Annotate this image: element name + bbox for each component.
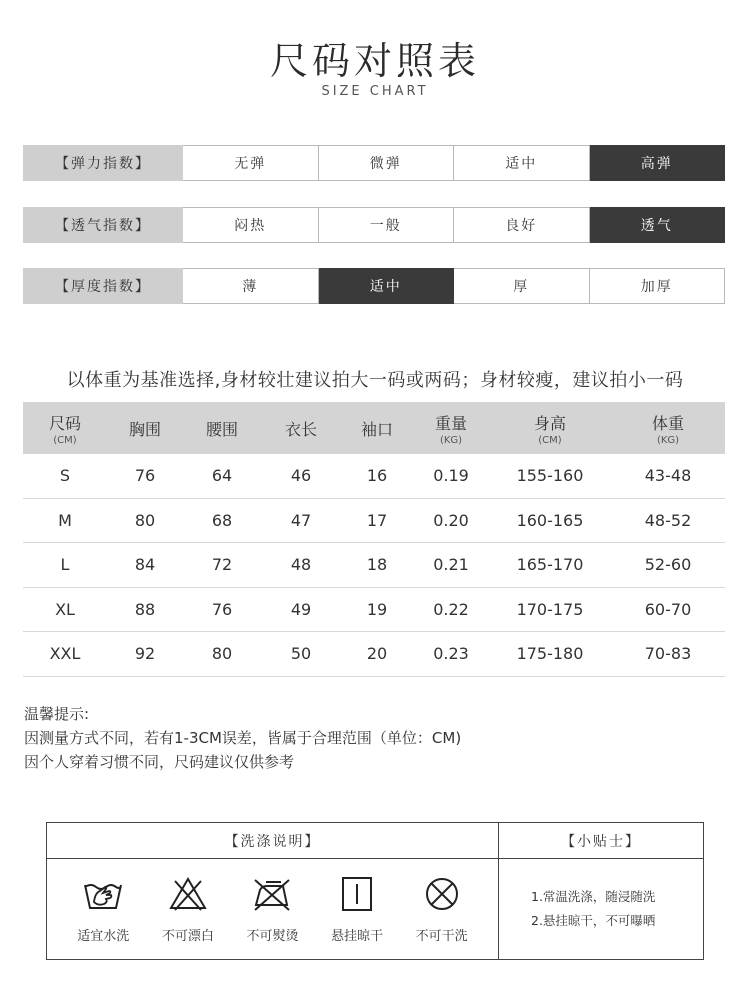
- header-label: 尺码: [48, 413, 81, 433]
- table-cell: 70-83: [644, 644, 692, 664]
- care-item-label: 适宜水洗: [77, 928, 130, 944]
- table-cell: 20: [366, 644, 388, 664]
- index-option: 无弹: [183, 145, 319, 181]
- table-cell: 0.22: [433, 599, 469, 619]
- header-unit: (KG): [439, 434, 463, 446]
- table-cell: 17: [366, 510, 388, 530]
- small-tip-item: 1.常温洗涤，随浸随洗: [531, 889, 656, 904]
- header-cell: [611, 402, 725, 454]
- care-item-no-dry-clean: [416, 875, 468, 944]
- warm-tips-line: 因个人穿着习惯不同，尺码建议仅供参考: [24, 753, 295, 771]
- care-item-hand-wash: [77, 875, 129, 944]
- table-cell: 60-70: [644, 599, 692, 619]
- header-label: 袖口: [360, 419, 393, 439]
- index-option: 薄: [183, 268, 319, 304]
- table-cell: 72: [211, 555, 233, 575]
- header-label: 身高: [533, 413, 566, 433]
- table-row: [23, 543, 725, 588]
- header-unit: (CM): [53, 434, 77, 446]
- size-table-header: [23, 402, 725, 454]
- header-label: 体重: [651, 413, 684, 433]
- header-unit: (KG): [656, 434, 680, 446]
- table-cell: 160-165: [516, 510, 584, 530]
- table-cell: 170-175: [516, 599, 584, 619]
- index-option: 适中: [319, 268, 455, 304]
- index-option: 闷热: [183, 207, 319, 243]
- header-label: 胸围: [128, 419, 161, 439]
- table-cell: 0.23: [433, 644, 469, 664]
- line-dry-icon: [336, 875, 378, 913]
- table-cell: 47: [290, 510, 312, 530]
- index-option: 加厚: [590, 268, 726, 304]
- table-cell: 155-160: [516, 466, 584, 486]
- header-cell: [107, 402, 183, 454]
- index-option: 良好: [454, 207, 590, 243]
- breathability-index-row: [23, 207, 725, 243]
- table-row: [23, 632, 725, 677]
- table-cell: L: [60, 555, 70, 575]
- header-cell: [341, 402, 413, 454]
- elasticity-index-label: 【弹力指数】: [23, 145, 183, 181]
- size-table-body: [23, 454, 725, 677]
- table-cell: 92: [134, 644, 156, 664]
- size-selection-note: 以体重为基准选择,身材较壮建议拍大一码或两码；身材较瘦，建议拍小一码: [66, 370, 684, 391]
- table-cell: XXL: [49, 644, 81, 664]
- table-cell: M: [58, 510, 72, 530]
- page-subtitle: SIZE CHART: [321, 84, 429, 99]
- small-tip-item: 2.悬挂晾干，不可曝晒: [531, 913, 656, 928]
- table-cell: 80: [211, 644, 233, 664]
- care-item-label: 不可干洗: [415, 928, 468, 944]
- breathability-index-label: 【透气指数】: [23, 207, 183, 243]
- care-item-label: 不可熨烫: [246, 928, 299, 944]
- index-option: 一般: [319, 207, 455, 243]
- table-cell: 0.21: [433, 555, 469, 575]
- table-cell: S: [59, 466, 71, 486]
- table-row: [23, 588, 725, 633]
- index-option: 透气: [590, 207, 726, 243]
- table-cell: 18: [366, 555, 388, 575]
- table-row: [23, 454, 725, 499]
- table-cell: 46: [290, 466, 312, 486]
- no-bleach-icon: [167, 875, 209, 913]
- table-cell: 84: [134, 555, 156, 575]
- table-cell: 175-180: [516, 644, 584, 664]
- table-cell: 52-60: [644, 555, 692, 575]
- warm-tips-line: 因测量方式不同，若有1-3CM误差，皆属于合理范围（单位：CM): [24, 729, 462, 747]
- table-cell: 80: [134, 510, 156, 530]
- table-cell: 0.19: [433, 466, 469, 486]
- index-option: 适中: [454, 145, 590, 181]
- size-table: [23, 402, 725, 677]
- warm-tips-heading: 温馨提示:: [24, 705, 90, 723]
- header-label: 重量: [434, 413, 467, 433]
- care-item-line-dry: [331, 875, 383, 944]
- care-item-no-iron: [246, 875, 298, 944]
- hand-wash-icon: [82, 875, 124, 913]
- header-label: 腰围: [205, 419, 238, 439]
- small-tips-title: 【小贴士】: [499, 823, 703, 859]
- page-title: 尺码对照表: [269, 39, 480, 83]
- table-cell: 16: [366, 466, 388, 486]
- thickness-index-row: [23, 268, 725, 304]
- small-tips-list: [499, 859, 703, 959]
- index-option: 高弹: [590, 145, 726, 181]
- table-cell: 88: [134, 599, 156, 619]
- table-cell: 43-48: [644, 466, 692, 486]
- washing-instructions-title: 【洗涤说明】: [47, 823, 498, 859]
- header-cell: [183, 402, 261, 454]
- care-item-label: 悬挂晾干: [331, 928, 384, 944]
- small-tips: [499, 823, 703, 959]
- care-icon-list: [47, 859, 498, 959]
- care-instructions-box: [46, 822, 704, 960]
- index-option: 微弹: [319, 145, 455, 181]
- index-option: 厚: [454, 268, 590, 304]
- header-unit: (CM): [538, 434, 562, 446]
- table-cell: 50: [290, 644, 312, 664]
- table-cell: 0.20: [433, 510, 469, 530]
- thickness-index-label: 【厚度指数】: [23, 268, 183, 304]
- table-row: [23, 499, 725, 544]
- care-item-label: 不可漂白: [161, 928, 214, 944]
- elasticity-index-row: [23, 145, 725, 181]
- no-iron-icon: [251, 875, 293, 913]
- header-cell: [489, 402, 611, 454]
- washing-instructions: [47, 823, 499, 959]
- table-cell: 48-52: [644, 510, 692, 530]
- warm-tips: [24, 702, 461, 774]
- header-label: 衣长: [284, 419, 317, 439]
- header-cell: [413, 402, 489, 454]
- no-dry-clean-icon: [421, 875, 463, 913]
- table-cell: 19: [366, 599, 388, 619]
- table-cell: 76: [211, 599, 233, 619]
- header-cell: [23, 402, 107, 454]
- table-cell: 165-170: [516, 555, 584, 575]
- care-item-no-bleach: [162, 875, 214, 944]
- header-cell: [261, 402, 341, 454]
- table-cell: 76: [134, 466, 156, 486]
- table-cell: 68: [211, 510, 233, 530]
- table-cell: 64: [211, 466, 233, 486]
- table-cell: 49: [290, 599, 312, 619]
- table-cell: 48: [290, 555, 312, 575]
- table-cell: XL: [55, 599, 75, 619]
